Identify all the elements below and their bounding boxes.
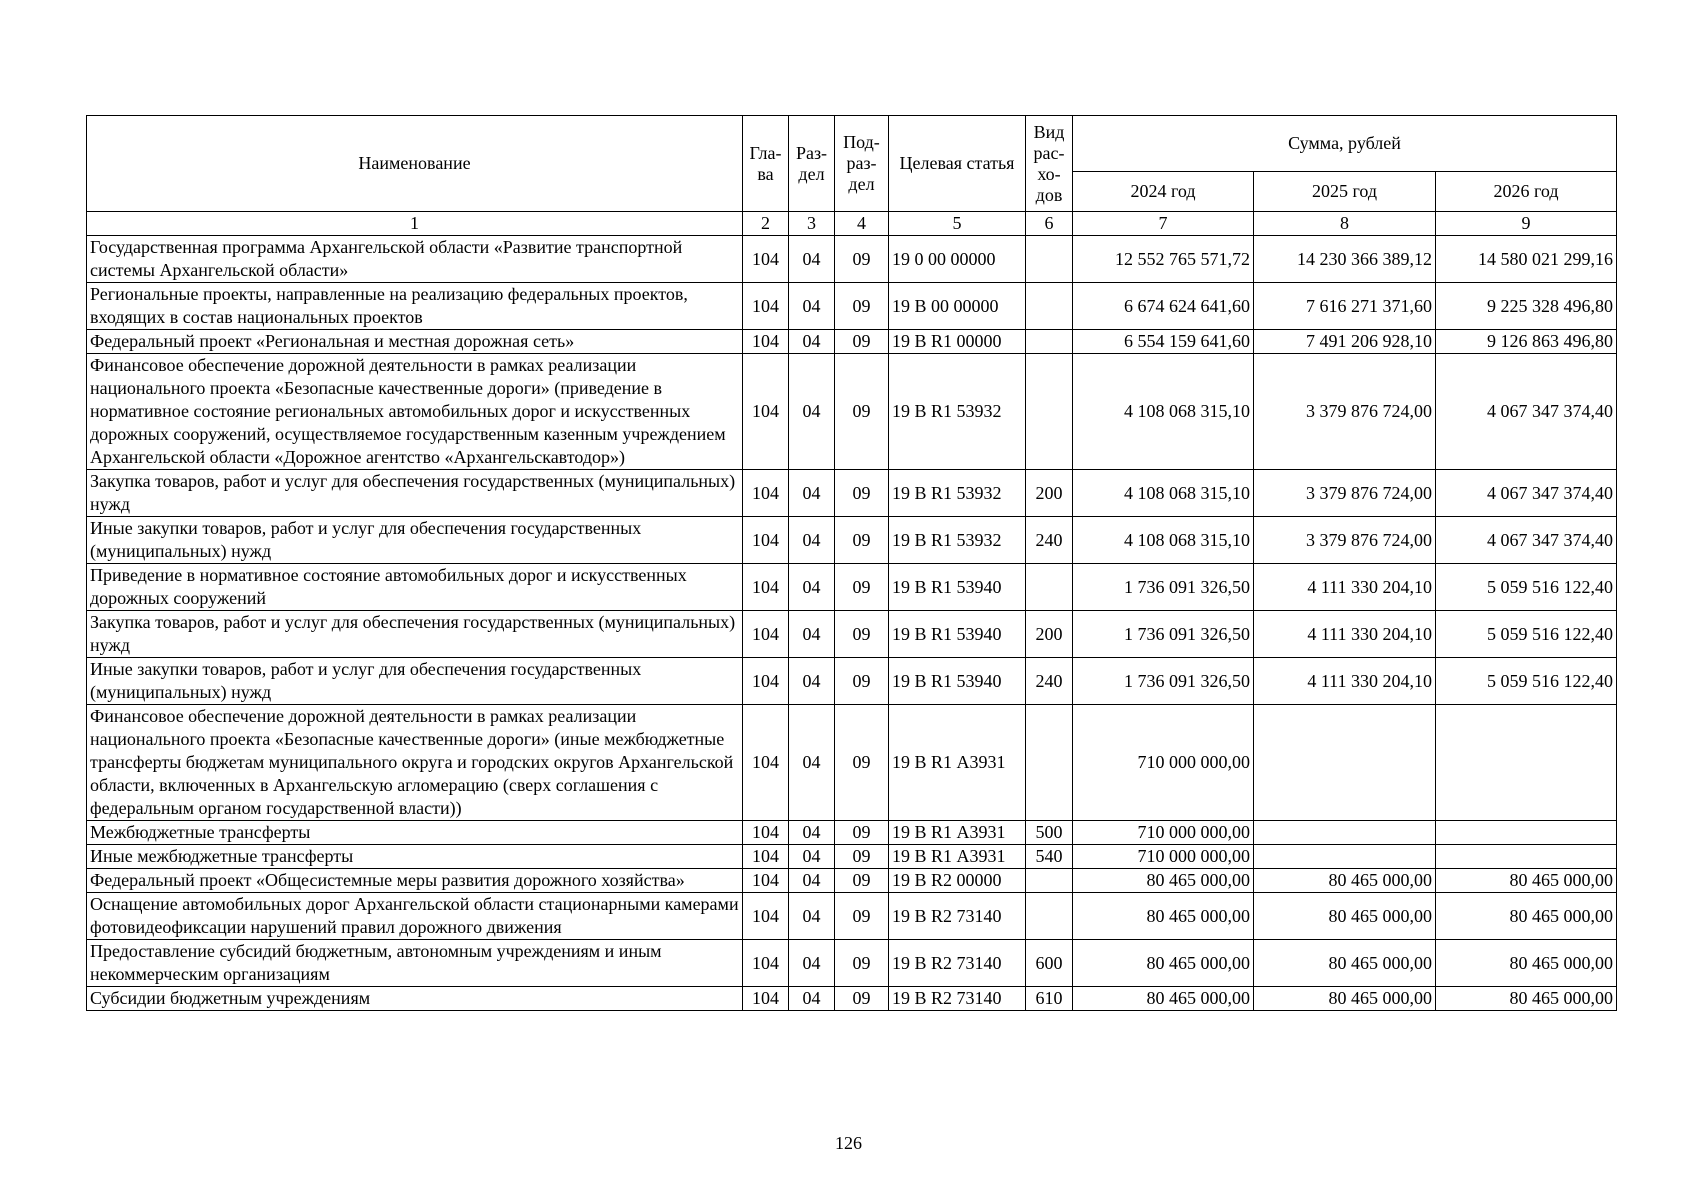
vid-rashodov-cell: 240	[1026, 658, 1073, 705]
amount-2026-cell: 5 059 516 122,40	[1436, 658, 1617, 705]
amount-2024-cell: 4 108 068 315,10	[1073, 517, 1254, 564]
header-celevaya: Целевая статья	[889, 116, 1026, 212]
razdel-cell: 04	[789, 940, 835, 987]
podrazdel-cell: 09	[835, 845, 889, 869]
vid-rashodov-cell: 540	[1026, 845, 1073, 869]
row-name-cell: Финансовое обеспечение дорожной деятельности в рамках реализации национального проекта «Безопасные качественные дороги» (иные межбюджетные трансферты бюджетам муниципального округа и городских округов Архангельской области, включенных в Архангельскую агломерацию (сверх соглашения с федеральным органом государственной власти))	[87, 705, 743, 821]
table-row	[87, 330, 1617, 354]
amount-2026-cell: 9 126 863 496,80	[1436, 330, 1617, 354]
table-row	[87, 564, 1617, 611]
amount-2025-cell: 80 465 000,00	[1254, 987, 1436, 1011]
amount-2024-cell: 6 674 624 641,60	[1073, 283, 1254, 330]
amount-2026-cell: 4 067 347 374,40	[1436, 354, 1617, 470]
podrazdel-cell: 09	[835, 705, 889, 821]
row-name-cell: Региональные проекты, направленные на реализацию федеральных проектов, входящих в состав национальных проектов	[87, 283, 743, 330]
amount-2025-cell: 14 230 366 389,12	[1254, 236, 1436, 283]
razdel-cell: 04	[789, 658, 835, 705]
amount-2024-cell: 4 108 068 315,10	[1073, 470, 1254, 517]
amount-2024-cell: 12 552 765 571,72	[1073, 236, 1254, 283]
column-number: 4	[835, 212, 889, 236]
vid-rashodov-cell	[1026, 705, 1073, 821]
amount-2025-cell: 80 465 000,00	[1254, 893, 1436, 940]
glava-cell: 104	[743, 611, 789, 658]
vid-rashodov-cell: 500	[1026, 821, 1073, 845]
vid-rashodov-cell	[1026, 283, 1073, 330]
amount-2025-cell: 3 379 876 724,00	[1254, 517, 1436, 564]
glava-cell: 104	[743, 987, 789, 1011]
table-row	[87, 845, 1617, 869]
table-row	[87, 470, 1617, 517]
amount-2026-cell: 14 580 021 299,16	[1436, 236, 1617, 283]
amount-2025-cell: 80 465 000,00	[1254, 869, 1436, 893]
celevaya-stat-cell: 19 В R1 53932	[889, 470, 1026, 517]
row-name-cell: Предоставление субсидий бюджетным, автономным учреждениям и иным некоммерческим организациям	[87, 940, 743, 987]
column-number: 7	[1073, 212, 1254, 236]
vid-rashodov-cell: 200	[1026, 470, 1073, 517]
amount-2024-cell: 80 465 000,00	[1073, 869, 1254, 893]
amount-2024-cell: 1 736 091 326,50	[1073, 564, 1254, 611]
row-name-cell: Приведение в нормативное состояние автомобильных дорог и искусственных дорожных сооружений	[87, 564, 743, 611]
podrazdel-cell: 09	[835, 821, 889, 845]
razdel-cell: 04	[789, 987, 835, 1011]
podrazdel-cell: 09	[835, 611, 889, 658]
column-number: 5	[889, 212, 1026, 236]
amount-2026-cell	[1436, 705, 1617, 821]
razdel-cell: 04	[789, 330, 835, 354]
glava-cell: 104	[743, 517, 789, 564]
celevaya-stat-cell: 19 В R1 А3931	[889, 821, 1026, 845]
celevaya-stat-cell: 19 В R1 53940	[889, 564, 1026, 611]
table-row	[87, 236, 1617, 283]
podrazdel-cell: 09	[835, 470, 889, 517]
header-podrazdel: Под-раз-дел	[835, 116, 889, 212]
table-row	[87, 821, 1617, 845]
table-row	[87, 987, 1617, 1011]
razdel-cell: 04	[789, 893, 835, 940]
row-name-cell: Межбюджетные трансферты	[87, 821, 743, 845]
header-2025: 2025 год	[1254, 172, 1436, 212]
celevaya-stat-cell: 19 В R2 00000	[889, 869, 1026, 893]
row-name-cell: Федеральный проект «Региональная и местная дорожная сеть»	[87, 330, 743, 354]
amount-2024-cell: 4 108 068 315,10	[1073, 354, 1254, 470]
column-number: 2	[743, 212, 789, 236]
celevaya-stat-cell: 19 В R2 73140	[889, 987, 1026, 1011]
amount-2025-cell: 7 491 206 928,10	[1254, 330, 1436, 354]
vid-rashodov-cell: 200	[1026, 611, 1073, 658]
amount-2025-cell	[1254, 705, 1436, 821]
amount-2026-cell: 80 465 000,00	[1436, 987, 1617, 1011]
row-name-cell: Федеральный проект «Общесистемные меры развития дорожного хозяйства»	[87, 869, 743, 893]
amount-2025-cell	[1254, 845, 1436, 869]
row-name-cell: Финансовое обеспечение дорожной деятельности в рамках реализации национального проекта «Безопасные качественные дороги» (приведение в нормативное состояние региональных автомобильных дорог и искусственных дорожных сооружений, осуществляемое государственным казенным учреждением Архангельской области «Дорожное агентство «Архангельскавтодор»)	[87, 354, 743, 470]
row-name-cell: Закупка товаров, работ и услуг для обеспечения государственных (муниципальных) нужд	[87, 611, 743, 658]
glava-cell: 104	[743, 330, 789, 354]
razdel-cell: 04	[789, 611, 835, 658]
amount-2026-cell	[1436, 821, 1617, 845]
amount-2024-cell: 710 000 000,00	[1073, 845, 1254, 869]
column-number: 6	[1026, 212, 1073, 236]
header-2026: 2026 год	[1436, 172, 1617, 212]
vid-rashodov-cell	[1026, 893, 1073, 940]
amount-2025-cell: 7 616 271 371,60	[1254, 283, 1436, 330]
amount-2026-cell	[1436, 845, 1617, 869]
podrazdel-cell: 09	[835, 283, 889, 330]
column-number-row	[87, 212, 1617, 236]
budget-table	[86, 115, 1617, 1011]
celevaya-stat-cell: 19 В R1 00000	[889, 330, 1026, 354]
vid-rashodov-cell: 610	[1026, 987, 1073, 1011]
column-number: 9	[1436, 212, 1617, 236]
amount-2025-cell: 3 379 876 724,00	[1254, 470, 1436, 517]
podrazdel-cell: 09	[835, 564, 889, 611]
table-row	[87, 658, 1617, 705]
amount-2024-cell: 80 465 000,00	[1073, 893, 1254, 940]
glava-cell: 104	[743, 893, 789, 940]
table-row	[87, 354, 1617, 470]
amount-2024-cell: 1 736 091 326,50	[1073, 658, 1254, 705]
row-name-cell: Иные межбюджетные трансферты	[87, 845, 743, 869]
header-2024: 2024 год	[1073, 172, 1254, 212]
table-row	[87, 517, 1617, 564]
header-glava: Гла-ва	[743, 116, 789, 212]
vid-rashodov-cell	[1026, 869, 1073, 893]
row-name-cell: Иные закупки товаров, работ и услуг для обеспечения государственных (муниципальных) нужд	[87, 517, 743, 564]
amount-2026-cell: 80 465 000,00	[1436, 869, 1617, 893]
glava-cell: 104	[743, 705, 789, 821]
razdel-cell: 04	[789, 354, 835, 470]
glava-cell: 104	[743, 869, 789, 893]
razdel-cell: 04	[789, 564, 835, 611]
celevaya-stat-cell: 19 0 00 00000	[889, 236, 1026, 283]
header-row-1	[87, 116, 1617, 172]
amount-2026-cell: 4 067 347 374,40	[1436, 470, 1617, 517]
amount-2026-cell: 5 059 516 122,40	[1436, 564, 1617, 611]
celevaya-stat-cell: 19 В R1 53932	[889, 517, 1026, 564]
row-name-cell: Оснащение автомобильных дорог Архангельской области стационарными камерами фотовидеофиксации нарушений правил дорожного движения	[87, 893, 743, 940]
amount-2025-cell: 4 111 330 204,10	[1254, 611, 1436, 658]
amount-2024-cell: 6 554 159 641,60	[1073, 330, 1254, 354]
amount-2025-cell: 3 379 876 724,00	[1254, 354, 1436, 470]
razdel-cell: 04	[789, 845, 835, 869]
podrazdel-cell: 09	[835, 658, 889, 705]
celevaya-stat-cell: 19 В R1 А3931	[889, 705, 1026, 821]
column-number: 3	[789, 212, 835, 236]
podrazdel-cell: 09	[835, 330, 889, 354]
razdel-cell: 04	[789, 470, 835, 517]
razdel-cell: 04	[789, 283, 835, 330]
glava-cell: 104	[743, 470, 789, 517]
table-row	[87, 869, 1617, 893]
razdel-cell: 04	[789, 517, 835, 564]
row-name-cell: Закупка товаров, работ и услуг для обеспечения государственных (муниципальных) нужд	[87, 470, 743, 517]
podrazdel-cell: 09	[835, 354, 889, 470]
celevaya-stat-cell: 19 В R1 53940	[889, 658, 1026, 705]
podrazdel-cell: 09	[835, 517, 889, 564]
amount-2024-cell: 1 736 091 326,50	[1073, 611, 1254, 658]
glava-cell: 104	[743, 236, 789, 283]
vid-rashodov-cell: 240	[1026, 517, 1073, 564]
glava-cell: 104	[743, 564, 789, 611]
page-number: 126	[835, 1133, 862, 1153]
row-name-cell: Иные закупки товаров, работ и услуг для обеспечения государственных (муниципальных) нужд	[87, 658, 743, 705]
vid-rashodov-cell	[1026, 236, 1073, 283]
celevaya-stat-cell: 19 В R1 53940	[889, 611, 1026, 658]
celevaya-stat-cell: 19 В R1 53932	[889, 354, 1026, 470]
glava-cell: 104	[743, 821, 789, 845]
table-row	[87, 893, 1617, 940]
celevaya-stat-cell: 19 В R2 73140	[889, 940, 1026, 987]
amount-2025-cell: 4 111 330 204,10	[1254, 658, 1436, 705]
amount-2025-cell: 4 111 330 204,10	[1254, 564, 1436, 611]
razdel-cell: 04	[789, 869, 835, 893]
glava-cell: 104	[743, 354, 789, 470]
vid-rashodov-cell	[1026, 354, 1073, 470]
row-name-cell: Субсидии бюджетным учреждениям	[87, 987, 743, 1011]
amount-2024-cell: 80 465 000,00	[1073, 940, 1254, 987]
amount-2025-cell: 80 465 000,00	[1254, 940, 1436, 987]
glava-cell: 104	[743, 845, 789, 869]
celevaya-stat-cell: 19 В R2 73140	[889, 893, 1026, 940]
vid-rashodov-cell: 600	[1026, 940, 1073, 987]
podrazdel-cell: 09	[835, 893, 889, 940]
amount-2026-cell: 80 465 000,00	[1436, 893, 1617, 940]
row-name-cell: Государственная программа Архангельской области «Развитие транспортной системы Архангельской области»	[87, 236, 743, 283]
razdel-cell: 04	[789, 821, 835, 845]
amount-2026-cell: 80 465 000,00	[1436, 940, 1617, 987]
amount-2024-cell: 80 465 000,00	[1073, 987, 1254, 1011]
razdel-cell: 04	[789, 705, 835, 821]
header-vid: Вид рас-хо-дов	[1026, 116, 1073, 212]
table-row	[87, 705, 1617, 821]
header-name: Наименование	[87, 116, 743, 212]
table-row	[87, 283, 1617, 330]
amount-2026-cell: 5 059 516 122,40	[1436, 611, 1617, 658]
celevaya-stat-cell: 19 В R1 А3931	[889, 845, 1026, 869]
vid-rashodov-cell	[1026, 564, 1073, 611]
column-number: 1	[87, 212, 743, 236]
amount-2026-cell: 9 225 328 496,80	[1436, 283, 1617, 330]
header-razdel: Раз-дел	[789, 116, 835, 212]
table-row	[87, 940, 1617, 987]
podrazdel-cell: 09	[835, 987, 889, 1011]
celevaya-stat-cell: 19 В 00 00000	[889, 283, 1026, 330]
amount-2024-cell: 710 000 000,00	[1073, 705, 1254, 821]
glava-cell: 104	[743, 940, 789, 987]
table-body	[87, 236, 1617, 1011]
vid-rashodov-cell	[1026, 330, 1073, 354]
podrazdel-cell: 09	[835, 940, 889, 987]
table-row	[87, 611, 1617, 658]
podrazdel-cell: 09	[835, 869, 889, 893]
glava-cell: 104	[743, 658, 789, 705]
header-summa: Сумма, рублей	[1073, 116, 1617, 172]
column-number: 8	[1254, 212, 1436, 236]
glava-cell: 104	[743, 283, 789, 330]
podrazdel-cell: 09	[835, 236, 889, 283]
amount-2026-cell: 4 067 347 374,40	[1436, 517, 1617, 564]
amount-2024-cell: 710 000 000,00	[1073, 821, 1254, 845]
amount-2025-cell	[1254, 821, 1436, 845]
razdel-cell: 04	[789, 236, 835, 283]
